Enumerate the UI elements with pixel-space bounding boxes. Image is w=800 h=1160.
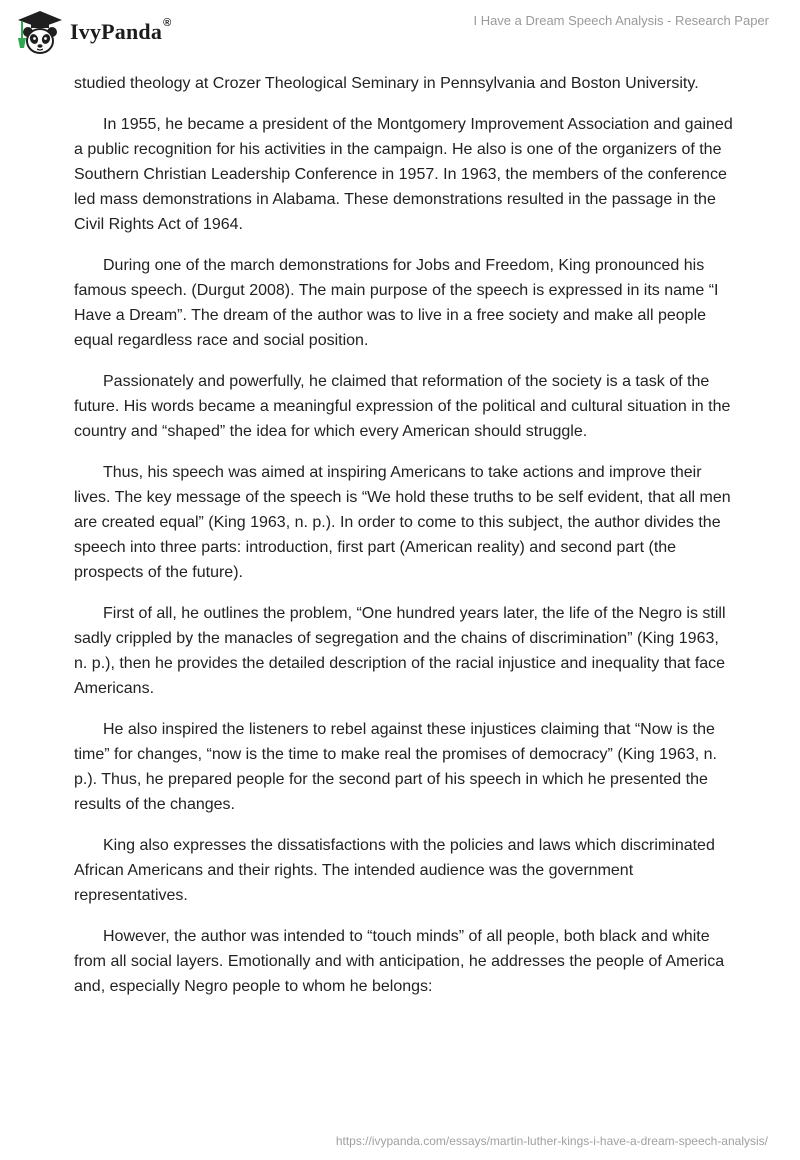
paragraph: Passionately and powerfully, he claimed that reformation of the society is a task of the future. His words became a meaningful expression of the political and cultural situation in the country and “shaped” the idea for which every American should struggle. (74, 373, 731, 440)
paragraph: King also expresses the dissatisfactions with the policies and laws which discriminated African Americans and their rights. The intended audience was the government representatives. (74, 837, 715, 904)
paragraph: During one of the march demonstrations for Jobs and Freedom, King pronounced his famous speech. (Durgut 2008). The main purpose of the speech is expressed in its name “I Have a Dream”. The dream of the author was to live in a free society and make all people equal regardless race and social position. (74, 257, 719, 349)
paragraph: studied theology at Crozer Theological Seminary in Pennsylvania and Boston University. (74, 75, 699, 92)
page-header (0, 0, 800, 66)
paragraph: He also inspired the listeners to rebel against these injustices claiming that “Now is the time” for changes, “now is the time to make real the promises of democracy” (King 1963, n. p.). Thus, he prepared people for the second part of his speech in which he presented the results of the changes. (74, 721, 717, 813)
paragraph: First of all, he outlines the problem, “One hundred years later, the life of the Negro is still sadly crippled by the manacles of segregation and the chains of discrimination” (King 1963, n. p.), then he provides the detailed description of the racial injustice and inequality that face Americans. (74, 605, 726, 697)
paragraph: However, the author was intended to “touch minds” of all people, both black and white from all social layers. Emotionally and with anticipation, he addresses the people of America and, especially Negro people to whom he belongs: (74, 928, 725, 995)
registered-mark: ® (163, 17, 172, 29)
essay-body (74, 71, 734, 1015)
brand-name: IvyPanda® (70, 17, 172, 44)
paragraph: In 1955, he became a president of the Montgomery Improvement Association and gained a public recognition for his activities in the campaign. He also is one of the organizers of the Southern Christian Leadership Conference in 1957. In 1963, the members of the conference led mass demonstrations in Alabama. These demonstrations resulted in the passage in the Civil Rights Act of 1964. (74, 116, 733, 233)
brand-logo[interactable] (14, 8, 171, 56)
paragraph: Thus, his speech was aimed at inspiring Americans to take actions and improve their lives. The key message of the speech is “We hold these truths to be self evident, that all men are created equal” (King 1963, n. p.). In order to come to this subject, the author divides the speech into three parts: introduction, first part (American reality) and second part (the prospects of the future). (74, 464, 731, 581)
document-title: I Have a Dream Speech Analysis - Research Paper (473, 13, 769, 28)
source-url[interactable]: https://ivypanda.com/essays/martin-luther-kings-i-have-a-dream-speech-analysis/ (335, 1134, 768, 1148)
panda-graduation-cap-icon (14, 8, 64, 56)
